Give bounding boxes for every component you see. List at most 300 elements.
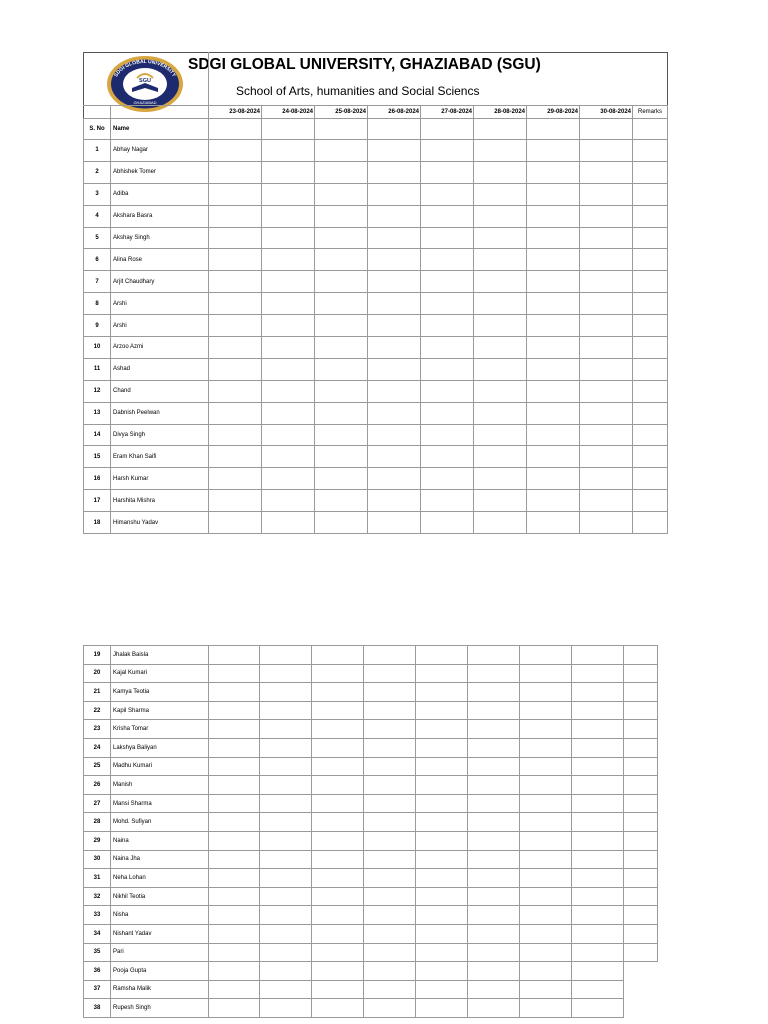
attendance-cell[interactable] (312, 794, 364, 813)
attendance-cell[interactable] (315, 140, 368, 162)
attendance-cell[interactable] (468, 738, 520, 757)
attendance-cell[interactable] (312, 720, 364, 739)
attendance-cell[interactable] (421, 161, 474, 183)
remarks-cell[interactable] (624, 869, 658, 888)
attendance-cell[interactable] (572, 757, 624, 776)
attendance-cell[interactable] (474, 468, 527, 490)
attendance-cell[interactable] (416, 720, 468, 739)
attendance-cell[interactable] (572, 720, 624, 739)
attendance-cell[interactable] (527, 512, 580, 534)
attendance-cell[interactable] (364, 646, 416, 665)
attendance-cell[interactable] (421, 140, 474, 162)
attendance-cell[interactable] (416, 924, 468, 943)
attendance-cell[interactable] (364, 831, 416, 850)
attendance-cell[interactable] (520, 906, 572, 925)
remarks-cell[interactable] (624, 683, 658, 702)
attendance-cell[interactable] (209, 757, 260, 776)
attendance-cell[interactable] (421, 512, 474, 534)
attendance-cell[interactable] (580, 337, 633, 359)
attendance-cell[interactable] (474, 337, 527, 359)
attendance-cell[interactable] (527, 205, 580, 227)
attendance-cell[interactable] (209, 720, 260, 739)
attendance-cell[interactable] (468, 646, 520, 665)
attendance-cell[interactable] (209, 831, 260, 850)
attendance-cell[interactable] (416, 943, 468, 962)
attendance-cell[interactable] (520, 646, 572, 665)
attendance-cell[interactable] (468, 943, 520, 962)
attendance-cell[interactable] (209, 293, 262, 315)
attendance-cell[interactable] (364, 906, 416, 925)
attendance-cell[interactable] (368, 315, 421, 337)
remarks-cell[interactable] (624, 701, 658, 720)
attendance-cell[interactable] (364, 850, 416, 869)
attendance-cell[interactable] (364, 962, 416, 981)
remarks-cell[interactable] (624, 850, 658, 869)
attendance-cell[interactable] (364, 757, 416, 776)
attendance-cell[interactable] (209, 738, 260, 757)
attendance-cell[interactable] (209, 337, 262, 359)
attendance-cell[interactable] (580, 468, 633, 490)
remarks-cell[interactable] (633, 512, 668, 534)
attendance-cell[interactable] (209, 813, 260, 832)
attendance-cell[interactable] (572, 980, 624, 999)
attendance-cell[interactable] (260, 850, 312, 869)
attendance-cell[interactable] (416, 794, 468, 813)
attendance-cell[interactable] (520, 813, 572, 832)
attendance-cell[interactable] (209, 999, 260, 1018)
attendance-cell[interactable] (368, 490, 421, 512)
attendance-cell[interactable] (368, 402, 421, 424)
attendance-cell[interactable] (364, 980, 416, 999)
attendance-cell[interactable] (468, 664, 520, 683)
attendance-cell[interactable] (468, 776, 520, 795)
attendance-cell[interactable] (262, 468, 315, 490)
attendance-cell[interactable] (209, 271, 262, 293)
attendance-cell[interactable] (315, 315, 368, 337)
attendance-cell[interactable] (209, 664, 260, 683)
attendance-cell[interactable] (416, 869, 468, 888)
attendance-cell[interactable] (262, 271, 315, 293)
attendance-cell[interactable] (364, 813, 416, 832)
attendance-cell[interactable] (260, 869, 312, 888)
attendance-cell[interactable] (416, 683, 468, 702)
attendance-cell[interactable] (580, 293, 633, 315)
attendance-cell[interactable] (262, 161, 315, 183)
attendance-cell[interactable] (527, 358, 580, 380)
attendance-cell[interactable] (209, 161, 262, 183)
remarks-cell[interactable] (633, 140, 668, 162)
attendance-cell[interactable] (416, 757, 468, 776)
attendance-cell[interactable] (209, 869, 260, 888)
remarks-cell[interactable] (633, 315, 668, 337)
attendance-cell[interactable] (312, 701, 364, 720)
attendance-cell[interactable] (474, 293, 527, 315)
attendance-cell[interactable] (368, 227, 421, 249)
attendance-cell[interactable] (262, 337, 315, 359)
attendance-cell[interactable] (421, 424, 474, 446)
attendance-cell[interactable] (262, 315, 315, 337)
attendance-cell[interactable] (520, 757, 572, 776)
attendance-cell[interactable] (468, 980, 520, 999)
attendance-cell[interactable] (260, 813, 312, 832)
attendance-cell[interactable] (421, 490, 474, 512)
attendance-cell[interactable] (209, 249, 262, 271)
attendance-cell[interactable] (416, 776, 468, 795)
attendance-cell[interactable] (315, 512, 368, 534)
attendance-cell[interactable] (262, 490, 315, 512)
attendance-cell[interactable] (527, 140, 580, 162)
attendance-cell[interactable] (580, 424, 633, 446)
attendance-cell[interactable] (209, 943, 260, 962)
attendance-cell[interactable] (260, 757, 312, 776)
attendance-cell[interactable] (474, 249, 527, 271)
attendance-cell[interactable] (416, 962, 468, 981)
attendance-cell[interactable] (572, 738, 624, 757)
attendance-cell[interactable] (468, 831, 520, 850)
attendance-cell[interactable] (368, 358, 421, 380)
attendance-cell[interactable] (209, 512, 262, 534)
attendance-cell[interactable] (315, 358, 368, 380)
attendance-cell[interactable] (368, 293, 421, 315)
attendance-cell[interactable] (527, 402, 580, 424)
attendance-cell[interactable] (468, 962, 520, 981)
attendance-cell[interactable] (260, 887, 312, 906)
attendance-cell[interactable] (468, 869, 520, 888)
attendance-cell[interactable] (368, 512, 421, 534)
attendance-cell[interactable] (368, 183, 421, 205)
attendance-cell[interactable] (315, 468, 368, 490)
attendance-cell[interactable] (580, 490, 633, 512)
attendance-cell[interactable] (572, 850, 624, 869)
attendance-cell[interactable] (520, 924, 572, 943)
attendance-cell[interactable] (474, 161, 527, 183)
attendance-cell[interactable] (474, 402, 527, 424)
attendance-cell[interactable] (262, 380, 315, 402)
attendance-cell[interactable] (315, 205, 368, 227)
attendance-cell[interactable] (520, 720, 572, 739)
attendance-cell[interactable] (315, 402, 368, 424)
attendance-cell[interactable] (209, 358, 262, 380)
attendance-cell[interactable] (262, 140, 315, 162)
attendance-cell[interactable] (260, 776, 312, 795)
attendance-cell[interactable] (527, 227, 580, 249)
attendance-cell[interactable] (260, 701, 312, 720)
attendance-cell[interactable] (209, 424, 262, 446)
attendance-cell[interactable] (468, 850, 520, 869)
attendance-cell[interactable] (416, 906, 468, 925)
attendance-cell[interactable] (527, 249, 580, 271)
attendance-cell[interactable] (209, 850, 260, 869)
attendance-cell[interactable] (312, 831, 364, 850)
attendance-cell[interactable] (209, 701, 260, 720)
remarks-cell[interactable] (624, 813, 658, 832)
attendance-cell[interactable] (416, 831, 468, 850)
attendance-cell[interactable] (572, 646, 624, 665)
remarks-cell[interactable] (624, 887, 658, 906)
attendance-cell[interactable] (580, 140, 633, 162)
attendance-cell[interactable] (209, 315, 262, 337)
attendance-cell[interactable] (262, 446, 315, 468)
attendance-cell[interactable] (368, 446, 421, 468)
attendance-cell[interactable] (468, 999, 520, 1018)
remarks-cell[interactable] (624, 738, 658, 757)
attendance-cell[interactable] (572, 943, 624, 962)
attendance-cell[interactable] (260, 943, 312, 962)
attendance-cell[interactable] (572, 887, 624, 906)
attendance-cell[interactable] (368, 271, 421, 293)
attendance-cell[interactable] (368, 424, 421, 446)
attendance-cell[interactable] (312, 906, 364, 925)
attendance-cell[interactable] (312, 776, 364, 795)
attendance-cell[interactable] (421, 468, 474, 490)
attendance-cell[interactable] (474, 183, 527, 205)
attendance-cell[interactable] (520, 887, 572, 906)
remarks-cell[interactable] (633, 358, 668, 380)
attendance-cell[interactable] (312, 924, 364, 943)
attendance-cell[interactable] (312, 999, 364, 1018)
attendance-cell[interactable] (209, 776, 260, 795)
attendance-cell[interactable] (260, 980, 312, 999)
attendance-cell[interactable] (262, 424, 315, 446)
attendance-cell[interactable] (468, 757, 520, 776)
remarks-cell[interactable] (633, 227, 668, 249)
attendance-cell[interactable] (520, 776, 572, 795)
attendance-cell[interactable] (520, 738, 572, 757)
attendance-cell[interactable] (364, 738, 416, 757)
attendance-cell[interactable] (474, 358, 527, 380)
attendance-cell[interactable] (209, 962, 260, 981)
attendance-cell[interactable] (209, 906, 260, 925)
attendance-cell[interactable] (260, 906, 312, 925)
attendance-cell[interactable] (368, 249, 421, 271)
attendance-cell[interactable] (580, 380, 633, 402)
attendance-cell[interactable] (421, 337, 474, 359)
attendance-cell[interactable] (312, 683, 364, 702)
attendance-cell[interactable] (364, 701, 416, 720)
attendance-cell[interactable] (315, 183, 368, 205)
attendance-cell[interactable] (580, 205, 633, 227)
attendance-cell[interactable] (474, 205, 527, 227)
attendance-cell[interactable] (209, 183, 262, 205)
attendance-cell[interactable] (421, 358, 474, 380)
attendance-cell[interactable] (580, 249, 633, 271)
attendance-cell[interactable] (527, 424, 580, 446)
remarks-cell[interactable] (633, 337, 668, 359)
attendance-cell[interactable] (312, 943, 364, 962)
attendance-cell[interactable] (572, 906, 624, 925)
remarks-cell[interactable] (624, 794, 658, 813)
attendance-cell[interactable] (315, 446, 368, 468)
attendance-cell[interactable] (315, 337, 368, 359)
attendance-cell[interactable] (315, 271, 368, 293)
attendance-cell[interactable] (416, 850, 468, 869)
attendance-cell[interactable] (527, 490, 580, 512)
attendance-cell[interactable] (416, 701, 468, 720)
attendance-cell[interactable] (572, 962, 624, 981)
attendance-cell[interactable] (260, 831, 312, 850)
attendance-cell[interactable] (474, 446, 527, 468)
attendance-cell[interactable] (364, 776, 416, 795)
attendance-cell[interactable] (527, 446, 580, 468)
remarks-cell[interactable] (624, 776, 658, 795)
attendance-cell[interactable] (421, 380, 474, 402)
attendance-cell[interactable] (520, 831, 572, 850)
attendance-cell[interactable] (527, 380, 580, 402)
attendance-cell[interactable] (209, 446, 262, 468)
attendance-cell[interactable] (209, 980, 260, 999)
attendance-cell[interactable] (416, 664, 468, 683)
attendance-cell[interactable] (468, 924, 520, 943)
remarks-cell[interactable] (633, 424, 668, 446)
attendance-cell[interactable] (421, 249, 474, 271)
attendance-cell[interactable] (364, 999, 416, 1018)
attendance-cell[interactable] (421, 293, 474, 315)
attendance-cell[interactable] (421, 271, 474, 293)
attendance-cell[interactable] (572, 831, 624, 850)
attendance-cell[interactable] (209, 468, 262, 490)
remarks-cell[interactable] (633, 490, 668, 512)
attendance-cell[interactable] (572, 794, 624, 813)
attendance-cell[interactable] (260, 738, 312, 757)
attendance-cell[interactable] (368, 161, 421, 183)
attendance-cell[interactable] (364, 720, 416, 739)
attendance-cell[interactable] (312, 962, 364, 981)
remarks-cell[interactable] (633, 468, 668, 490)
remarks-cell[interactable] (624, 757, 658, 776)
attendance-cell[interactable] (520, 850, 572, 869)
remarks-cell[interactable] (624, 943, 658, 962)
remarks-cell[interactable] (633, 271, 668, 293)
attendance-cell[interactable] (421, 205, 474, 227)
remarks-cell[interactable] (633, 183, 668, 205)
attendance-cell[interactable] (368, 337, 421, 359)
attendance-cell[interactable] (262, 227, 315, 249)
attendance-cell[interactable] (416, 887, 468, 906)
remarks-cell[interactable] (624, 720, 658, 739)
attendance-cell[interactable] (580, 512, 633, 534)
attendance-cell[interactable] (572, 869, 624, 888)
attendance-cell[interactable] (468, 813, 520, 832)
attendance-cell[interactable] (527, 183, 580, 205)
attendance-cell[interactable] (364, 887, 416, 906)
attendance-cell[interactable] (315, 161, 368, 183)
attendance-cell[interactable] (260, 999, 312, 1018)
remarks-cell[interactable] (624, 646, 658, 665)
attendance-cell[interactable] (262, 249, 315, 271)
attendance-cell[interactable] (368, 205, 421, 227)
attendance-cell[interactable] (468, 887, 520, 906)
attendance-cell[interactable] (580, 227, 633, 249)
attendance-cell[interactable] (572, 776, 624, 795)
attendance-cell[interactable] (260, 924, 312, 943)
attendance-cell[interactable] (468, 701, 520, 720)
attendance-cell[interactable] (312, 869, 364, 888)
attendance-cell[interactable] (527, 468, 580, 490)
attendance-cell[interactable] (315, 249, 368, 271)
attendance-cell[interactable] (580, 402, 633, 424)
remarks-cell[interactable] (624, 906, 658, 925)
attendance-cell[interactable] (527, 293, 580, 315)
attendance-cell[interactable] (260, 646, 312, 665)
attendance-cell[interactable] (421, 402, 474, 424)
attendance-cell[interactable] (312, 980, 364, 999)
attendance-cell[interactable] (260, 962, 312, 981)
attendance-cell[interactable] (572, 664, 624, 683)
remarks-cell[interactable] (624, 831, 658, 850)
attendance-cell[interactable] (474, 227, 527, 249)
attendance-cell[interactable] (315, 380, 368, 402)
attendance-cell[interactable] (262, 402, 315, 424)
attendance-cell[interactable] (209, 924, 260, 943)
attendance-cell[interactable] (260, 664, 312, 683)
attendance-cell[interactable] (474, 315, 527, 337)
attendance-cell[interactable] (209, 794, 260, 813)
attendance-cell[interactable] (421, 315, 474, 337)
remarks-cell[interactable] (633, 380, 668, 402)
attendance-cell[interactable] (474, 490, 527, 512)
remarks-cell[interactable] (624, 999, 658, 1018)
attendance-cell[interactable] (312, 738, 364, 757)
attendance-cell[interactable] (312, 757, 364, 776)
attendance-cell[interactable] (416, 813, 468, 832)
attendance-cell[interactable] (209, 402, 262, 424)
attendance-cell[interactable] (468, 683, 520, 702)
attendance-cell[interactable] (262, 358, 315, 380)
attendance-cell[interactable] (474, 380, 527, 402)
attendance-cell[interactable] (209, 380, 262, 402)
remarks-cell[interactable] (633, 402, 668, 424)
attendance-cell[interactable] (468, 720, 520, 739)
attendance-cell[interactable] (209, 646, 260, 665)
attendance-cell[interactable] (312, 664, 364, 683)
attendance-cell[interactable] (572, 813, 624, 832)
attendance-cell[interactable] (520, 980, 572, 999)
attendance-cell[interactable] (580, 315, 633, 337)
remarks-cell[interactable] (624, 962, 658, 981)
attendance-cell[interactable] (315, 227, 368, 249)
attendance-cell[interactable] (312, 850, 364, 869)
attendance-cell[interactable] (416, 999, 468, 1018)
attendance-cell[interactable] (580, 446, 633, 468)
attendance-cell[interactable] (520, 794, 572, 813)
remarks-cell[interactable] (633, 205, 668, 227)
attendance-cell[interactable] (315, 490, 368, 512)
attendance-cell[interactable] (527, 271, 580, 293)
remarks-cell[interactable] (633, 249, 668, 271)
attendance-cell[interactable] (474, 424, 527, 446)
attendance-cell[interactable] (364, 924, 416, 943)
attendance-cell[interactable] (416, 738, 468, 757)
remarks-cell[interactable] (633, 293, 668, 315)
attendance-cell[interactable] (520, 683, 572, 702)
attendance-cell[interactable] (520, 999, 572, 1018)
attendance-cell[interactable] (209, 683, 260, 702)
attendance-cell[interactable] (520, 664, 572, 683)
attendance-cell[interactable] (209, 205, 262, 227)
attendance-cell[interactable] (260, 720, 312, 739)
attendance-cell[interactable] (416, 646, 468, 665)
attendance-cell[interactable] (209, 140, 262, 162)
attendance-cell[interactable] (572, 683, 624, 702)
attendance-cell[interactable] (262, 183, 315, 205)
remarks-cell[interactable] (633, 446, 668, 468)
attendance-cell[interactable] (421, 227, 474, 249)
attendance-cell[interactable] (312, 887, 364, 906)
attendance-cell[interactable] (315, 424, 368, 446)
attendance-cell[interactable] (572, 999, 624, 1018)
attendance-cell[interactable] (368, 140, 421, 162)
attendance-cell[interactable] (474, 271, 527, 293)
